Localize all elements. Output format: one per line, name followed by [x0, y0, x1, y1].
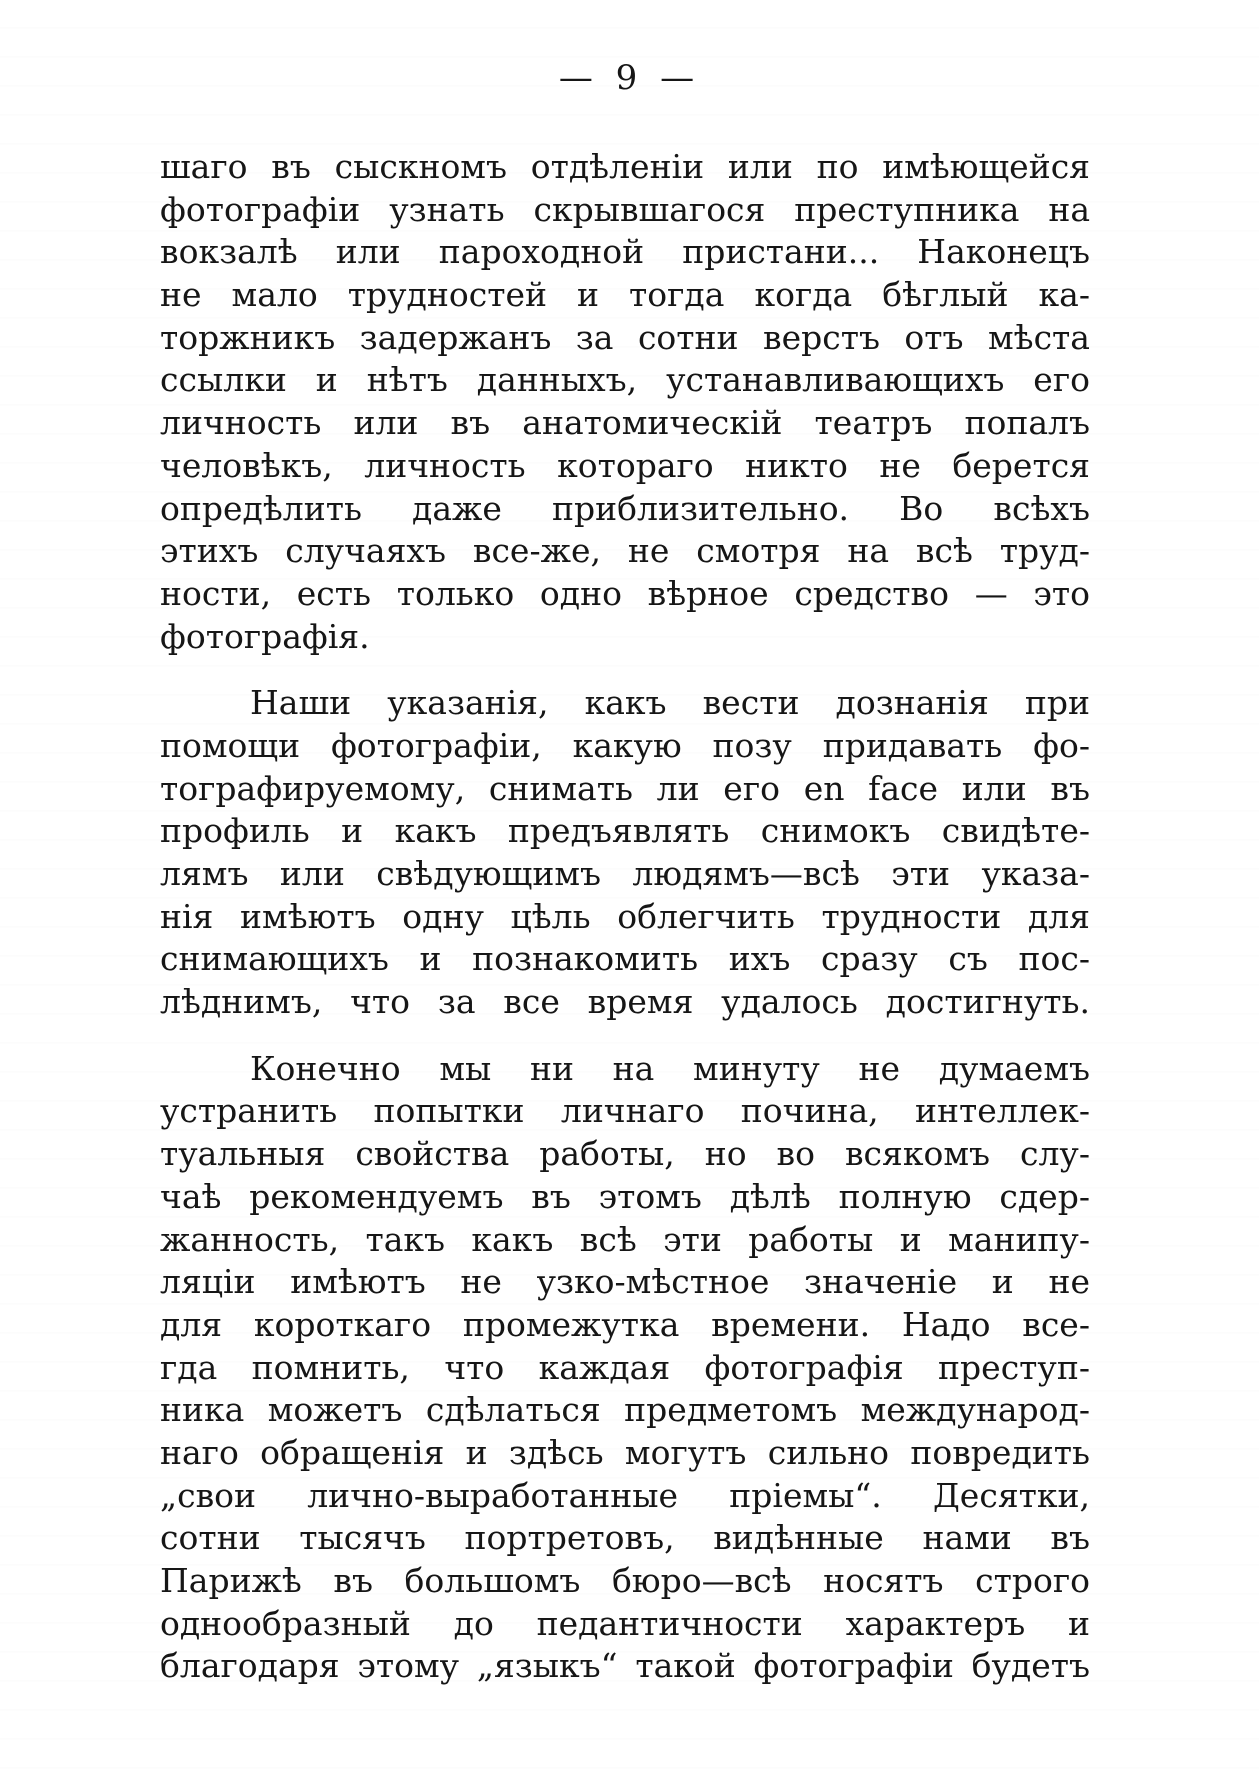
paragraph-gap [160, 1024, 1090, 1048]
text-line: жанность, такъ какъ всѣ эти работы и манипу- [160, 1219, 1090, 1259]
paragraph-gap [160, 658, 1090, 682]
text-line: лѣднимъ, что за все время удалось достигнуть. [160, 982, 1090, 1022]
paragraph-3 [160, 1048, 1090, 1688]
text-line: вокзалѣ или пароходной пристани... Наконецъ [160, 232, 1090, 272]
text-line: тографируемому, снимать ли его en face или въ [160, 768, 1090, 808]
text-line: лямъ или свѣдующимъ людямъ—всѣ эти указа- [160, 854, 1090, 893]
text-line: опредѣлить даже приблизительно. Во всѣхъ [160, 488, 1090, 528]
text-line: наго обращенія и здѣсь могутъ сильно повредить [160, 1432, 1090, 1472]
body-text [160, 146, 1090, 1688]
text-line: шаго въ сыскномъ отдѣленіи или по имѣющейся [160, 147, 1090, 186]
text-line: фотографіи узнать скрывшагося преступника на [160, 189, 1090, 229]
text-line: нія имѣютъ одну цѣль облегчить трудности для [160, 896, 1090, 936]
text-line: человѣкъ, личность котораго никто не берется [160, 445, 1090, 485]
text-line: чаѣ рекомендуемъ въ этомъ дѣлѣ полную сдер- [160, 1176, 1090, 1216]
text-line: торжникъ задержанъ за сотни верстъ отъ мѣста [160, 317, 1090, 357]
text-line: туальныя свойства работы, но во всякомъ слу- [160, 1134, 1090, 1174]
text-line: ляціи имѣютъ не узко-мѣстное значеніе и не [160, 1262, 1090, 1302]
text-line: ника можетъ сдѣлаться предметомъ международ- [160, 1390, 1090, 1430]
text-line: личность или въ анатомическій театръ попалъ [160, 403, 1090, 443]
text-line: сотни тысячъ портретовъ, видѣнные нами въ [160, 1518, 1090, 1558]
text-line: однообразный до педантичности характеръ и [160, 1603, 1090, 1643]
paragraph-2 [160, 682, 1090, 1024]
page-number: — 9 — [558, 58, 701, 98]
text-line: фотографія. [160, 616, 370, 656]
text-line: помощи фотографіи, какую позу придавать фо- [160, 725, 1090, 765]
text-line: „свои лично-выработанные пріемы“. Десятки, [160, 1475, 1090, 1515]
text-line: для короткаго промежутка времени. Надо все- [160, 1304, 1090, 1344]
text-line: устранить попытки личнаго почина, интеллек- [160, 1091, 1090, 1131]
paragraph-1 [160, 146, 1090, 658]
text-line: снимающихъ и познакомить ихъ сразу съ пос- [160, 939, 1090, 979]
text-line: благодаря этому „языкъ“ такой фотографіи будетъ [160, 1646, 1090, 1686]
text-line: Наши указанія, какъ вести дознанія при [250, 683, 1090, 723]
text-line: ности, есть только одно вѣрное средство — это [160, 573, 1090, 613]
text-line: не мало трудностей и тогда когда бѣглый ка- [160, 275, 1090, 315]
text-line: гда помнить, что каждая фотографія преступ- [160, 1347, 1090, 1387]
text-line: профиль и какъ предъявлять снимокъ свидѣте- [160, 811, 1090, 851]
text-line: этихъ случаяхъ все-же, не смотря на всѣ труд- [160, 531, 1090, 571]
text-line: Парижѣ въ большомъ бюро—всѣ носятъ строго [160, 1561, 1090, 1600]
text-line: ссылки и нѣтъ данныхъ, устанавливающихъ его [160, 360, 1090, 400]
text-line: Конечно мы ни на минуту не думаемъ [250, 1048, 1090, 1088]
